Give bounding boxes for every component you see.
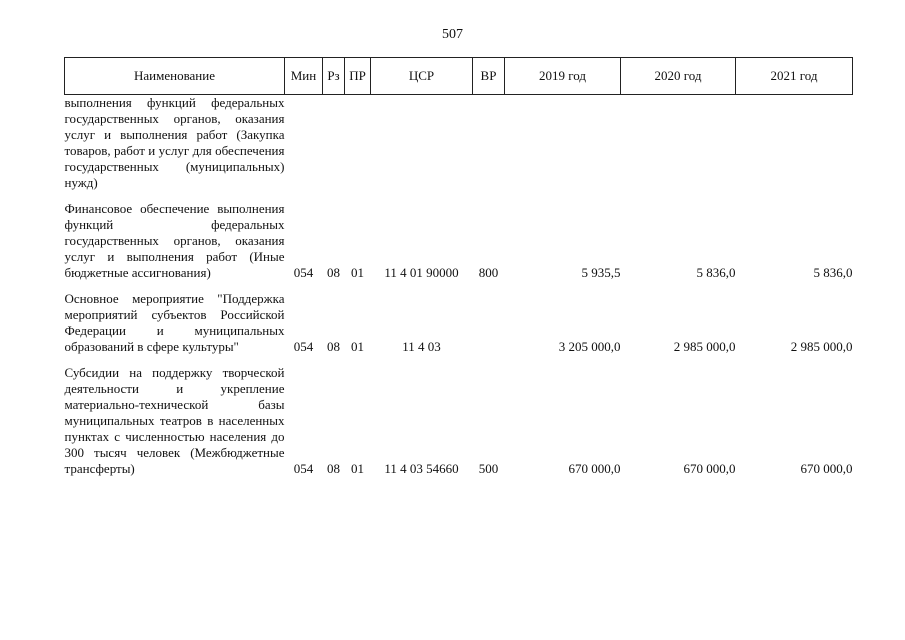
row-2019: 3 205 000,0 (558, 339, 621, 354)
row-2020: 670 000,0 (683, 461, 736, 476)
row-2020: 2 985 000,0 (673, 339, 736, 354)
col-header-min: Мин (285, 58, 323, 95)
row-2021: 2 985 000,0 (790, 339, 853, 354)
row-2020: 5 836,0 (696, 265, 736, 280)
budget-table (64, 57, 853, 477)
row-csr: 11 4 01 90000 (384, 265, 459, 280)
table-row (65, 365, 853, 477)
row-min: 054 (293, 461, 314, 476)
table-row (65, 95, 853, 192)
col-header-rz: Рз (323, 58, 345, 95)
row-rz: 08 (327, 265, 340, 280)
col-header-2019: 2019 год (505, 58, 621, 95)
row-2021: 670 000,0 (800, 461, 853, 476)
row-2019: 5 935,5 (581, 265, 621, 280)
col-header-pr: ПР (345, 58, 371, 95)
table-row (65, 291, 853, 355)
col-header-vr: ВР (473, 58, 505, 95)
page-number: 507 (442, 27, 463, 42)
row-2020 (621, 95, 736, 192)
row-pr (345, 95, 371, 192)
row-spacer (65, 281, 853, 291)
row-rz: 08 (327, 339, 340, 354)
row-min (285, 95, 323, 192)
row-2019: 670 000,0 (568, 461, 621, 476)
row-rz: 08 (327, 461, 340, 476)
table-row (65, 201, 853, 281)
col-header-2021: 2021 год (736, 58, 853, 95)
col-header-csr: ЦСР (371, 58, 473, 95)
row-pr: 01 (351, 461, 364, 476)
col-header-name: Наименование (65, 58, 285, 95)
row-pr: 01 (351, 265, 364, 280)
row-vr: 500 (478, 461, 499, 476)
row-spacer (65, 355, 853, 365)
row-csr: 11 4 03 (402, 339, 441, 354)
row-rz (323, 95, 345, 192)
col-header-2020: 2020 год (621, 58, 736, 95)
row-name: Основное мероприятие "Поддержка мероприятий субъектов Российской Федерации и муниципальных образований в сфере культуры" (64, 291, 285, 354)
row-vr: 800 (478, 265, 499, 280)
row-2021 (736, 95, 853, 192)
table-header-row (65, 58, 853, 95)
row-spacer (65, 191, 853, 201)
row-2019 (505, 95, 621, 192)
row-min: 054 (293, 339, 314, 354)
row-name: Субсидии на поддержку творческой деятельности и укрепление материально-технической базы муниципальных театров в населенных пунктах с численностью населения до 300 тысяч человек (Межбюджетные трансферты) (64, 365, 285, 476)
row-pr: 01 (351, 339, 364, 354)
row-csr: 11 4 03 54660 (384, 461, 459, 476)
row-name: выполнения функций федеральных государственных органов, оказания услуг и выполнения работ (Закупка товаров, работ и услуг для обеспечения государственных (муниципальных) нужд) (64, 95, 285, 190)
row-vr (473, 95, 505, 192)
row-vr (473, 291, 505, 355)
row-2021: 5 836,0 (813, 265, 853, 280)
row-name: Финансовое обеспечение выполнения функций федеральных государственных органов, оказания услуг и выполнения работ (Иные бюджетные ассигнования) (64, 201, 285, 280)
row-min: 054 (293, 265, 314, 280)
row-csr (371, 95, 473, 192)
